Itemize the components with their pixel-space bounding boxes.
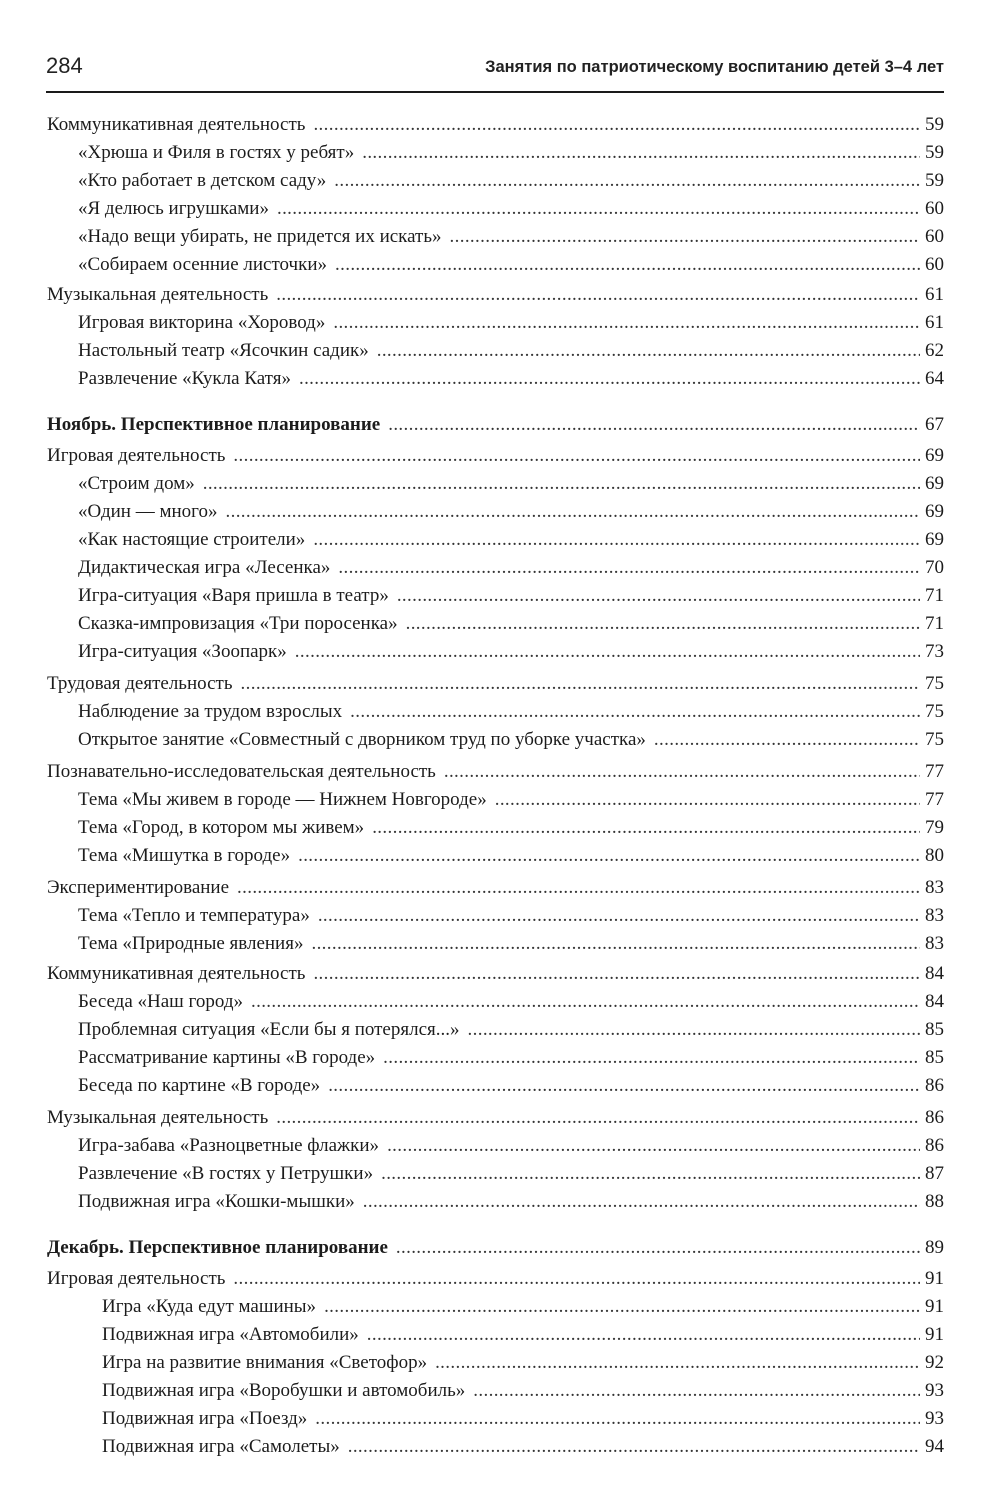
toc-page-number: 88: [925, 1191, 944, 1212]
toc-title: Игровая деятельность: [47, 445, 226, 466]
toc-title: Подвижная игра «Воробушки и автомобиль»: [102, 1380, 466, 1401]
toc-title: Сказка-импровизация «Три поросенка»: [78, 613, 398, 634]
toc-page-number: 91: [925, 1324, 944, 1345]
toc-entry: [102, 1295, 944, 1319]
toc-title: Подвижная игра «Автомобили»: [102, 1324, 359, 1345]
dot-leader: [328, 1074, 920, 1098]
toc-title: Настольный театр «Ясочкин садик»: [78, 340, 369, 361]
toc-page-number: 77: [925, 789, 944, 810]
toc-entry: [78, 844, 944, 868]
toc-page-number: 84: [925, 991, 944, 1012]
toc-title: Трудовая деятельность: [47, 673, 233, 694]
toc-page-number: 86: [925, 1107, 944, 1128]
toc-title: Тема «Город, в котором мы живем»: [78, 817, 365, 838]
toc-page-number: 77: [925, 761, 944, 782]
toc-title: Беседа по картине «В городе»: [78, 1075, 321, 1096]
dot-leader: [495, 788, 920, 812]
toc-page-number: 64: [925, 368, 944, 389]
toc-page-number: 94: [925, 1436, 944, 1457]
dot-leader: [367, 1323, 920, 1347]
toc-page-number: 73: [925, 641, 944, 662]
toc-page-number: 67: [925, 414, 944, 435]
dot-leader: [313, 962, 920, 986]
toc-page-number: 85: [925, 1019, 944, 1040]
dot-leader: [298, 844, 920, 868]
toc-page-number: 86: [925, 1135, 944, 1156]
toc-page-number: 80: [925, 845, 944, 866]
page-number: 284: [46, 53, 83, 78]
dot-leader: [338, 556, 920, 580]
toc-page-number: 59: [925, 114, 944, 135]
toc-entry: [78, 556, 944, 580]
toc-entry: [78, 1074, 944, 1098]
toc-title: Игра-ситуация «Варя пришла в театр»: [78, 585, 389, 606]
toc-title: Декабрь. Перспективное планирование: [47, 1237, 388, 1258]
dot-leader: [233, 444, 920, 468]
dot-leader: [277, 197, 920, 221]
toc-page-number: 59: [925, 142, 944, 163]
toc-page-number: 85: [925, 1047, 944, 1068]
toc-entry: [102, 1407, 944, 1431]
toc-page-number: 61: [925, 284, 944, 305]
toc-title: Беседа «Наш город»: [78, 991, 243, 1012]
toc-title: «Хрюша и Филя в гостях у ребят»: [78, 142, 355, 163]
toc-title: Открытое занятие «Совместный с дворником труд по уборке участка»: [78, 729, 646, 750]
toc-page-number: 79: [925, 817, 944, 838]
dot-leader: [362, 141, 920, 165]
dot-leader: [241, 672, 920, 696]
dot-leader: [318, 904, 920, 928]
toc-title: Подвижная игра «Кошки-мышки»: [78, 1191, 355, 1212]
toc-section: [47, 760, 944, 784]
toc-entry: [78, 500, 944, 524]
toc-section: [47, 283, 944, 307]
toc-title: Игровая деятельность: [47, 1268, 226, 1289]
toc-section: [47, 876, 944, 900]
toc-title: Наблюдение за трудом взрослых: [78, 701, 343, 722]
toc-page-number: 62: [925, 340, 944, 361]
toc-section: [47, 962, 944, 986]
dot-leader: [450, 225, 920, 249]
dot-leader: [315, 1407, 920, 1431]
toc-section: [47, 1267, 944, 1291]
toc-section: [47, 1106, 944, 1130]
toc-title: Тема «Тепло и температура»: [78, 905, 310, 926]
toc-page-number: 59: [925, 170, 944, 191]
dot-leader: [372, 816, 920, 840]
dot-leader: [295, 640, 920, 664]
dot-leader: [377, 339, 920, 363]
toc-page-number: 83: [925, 877, 944, 898]
toc-entry: [78, 728, 944, 752]
toc-title: «Я делюсь игрушками»: [78, 198, 269, 219]
toc-entry: [78, 197, 944, 221]
toc-title: «Надо вещи убирать, не придется их искать»: [78, 226, 442, 247]
toc-page-number: 61: [925, 312, 944, 333]
toc-title: Тема «Природные явления»: [78, 933, 304, 954]
toc-title: Подвижная игра «Самолеты»: [102, 1436, 340, 1457]
toc-entry: [78, 788, 944, 812]
toc-title: Экспериментирование: [47, 877, 230, 898]
dot-leader: [237, 876, 920, 900]
toc-title: Развлечение «Кукла Катя»: [78, 368, 291, 389]
toc-title: Тема «Мишутка в городе»: [78, 845, 291, 866]
toc-page-number: 70: [925, 557, 944, 578]
toc-entry: [78, 169, 944, 193]
dot-leader: [381, 1162, 920, 1186]
toc-entry: [78, 584, 944, 608]
toc-title: «Строим дом»: [78, 473, 195, 494]
toc-title: Тема «Мы живем в городе — Нижнем Новгороде»: [78, 789, 487, 810]
toc-entry: [78, 612, 944, 636]
toc-page-number: 69: [925, 445, 944, 466]
toc-title: Ноябрь. Перспективное планирование: [47, 414, 381, 435]
toc-title: Игра-ситуация «Зоопарк»: [78, 641, 287, 662]
toc-page-number: 84: [925, 963, 944, 984]
toc-entry: [78, 904, 944, 928]
toc-title: Музыкальная деятельность: [47, 1107, 269, 1128]
dot-leader: [335, 253, 920, 277]
dot-leader: [313, 113, 920, 137]
toc-entry: [78, 367, 944, 391]
toc-page-number: 69: [925, 473, 944, 494]
toc-chapter: [47, 1236, 944, 1260]
toc-title: «Собираем осенние листочки»: [78, 254, 328, 275]
toc-title: «Один — много»: [78, 501, 218, 522]
toc-entry: [78, 339, 944, 363]
toc-entry: [78, 141, 944, 165]
toc-title: Игра «Куда едут машины»: [102, 1296, 317, 1317]
dot-leader: [348, 1435, 920, 1459]
toc-page-number: 89: [925, 1237, 944, 1258]
dot-leader: [654, 728, 920, 752]
toc-entry: [78, 932, 944, 956]
toc-title: Развлечение «В гостях у Петрушки»: [78, 1163, 374, 1184]
toc-section: [47, 113, 944, 137]
dot-leader: [444, 760, 920, 784]
toc-chapter: [47, 413, 944, 437]
toc-page-number: 60: [925, 198, 944, 219]
toc-title: Рассматривание картины «В городе»: [78, 1047, 376, 1068]
dot-leader: [299, 367, 920, 391]
toc-title: Коммуникативная деятельность: [47, 114, 306, 135]
toc-title: «Кто работает в детском саду»: [78, 170, 327, 191]
toc-section: [47, 444, 944, 468]
toc-title: «Как настоящие строители»: [78, 529, 306, 550]
toc-page-number: 71: [925, 613, 944, 634]
toc-title: Проблемная ситуация «Если бы я потерялся...»: [78, 1019, 460, 1040]
toc-page-number: 83: [925, 905, 944, 926]
dot-leader: [324, 1295, 920, 1319]
toc-entry: [78, 225, 944, 249]
toc-title: Игровая викторина «Хоровод»: [78, 312, 326, 333]
toc-page-number: 69: [925, 501, 944, 522]
dot-leader: [251, 990, 920, 1014]
toc-entry: [78, 640, 944, 664]
dot-leader: [334, 169, 920, 193]
toc-page-number: 91: [925, 1268, 944, 1289]
toc-page-number: 91: [925, 1296, 944, 1317]
dot-leader: [226, 500, 921, 524]
toc-title: Дидактическая игра «Лесенка»: [78, 557, 331, 578]
toc-entry: [78, 1190, 944, 1214]
dot-leader: [363, 1190, 920, 1214]
dot-leader: [435, 1351, 920, 1375]
dot-leader: [350, 700, 920, 724]
dot-leader: [396, 1236, 920, 1260]
dot-leader: [233, 1267, 920, 1291]
toc-entry: [78, 311, 944, 335]
toc-entry: [78, 1018, 944, 1042]
toc-entry: [78, 528, 944, 552]
dot-leader: [203, 472, 920, 496]
toc-section: [47, 672, 944, 696]
toc-page-number: 60: [925, 254, 944, 275]
toc-page-number: 83: [925, 933, 944, 954]
toc-page-number: 87: [925, 1163, 944, 1184]
dot-leader: [276, 283, 920, 307]
toc-entry: [102, 1435, 944, 1459]
running-title: Занятия по патриотическому воспитанию детей 3–4 лет: [485, 58, 944, 76]
toc-title: Подвижная игра «Поезд»: [102, 1408, 308, 1429]
dot-leader: [276, 1106, 920, 1130]
dot-leader: [313, 528, 920, 552]
toc-entry: [78, 700, 944, 724]
toc-title: Музыкальная деятельность: [47, 284, 269, 305]
dot-leader: [397, 584, 920, 608]
toc-page-number: 75: [925, 701, 944, 722]
toc-entry: [78, 816, 944, 840]
toc-page-number: 69: [925, 529, 944, 550]
page-header: [46, 53, 944, 93]
toc-entry: [102, 1379, 944, 1403]
toc-page-number: 75: [925, 729, 944, 750]
toc-entry: [78, 990, 944, 1014]
toc-entry: [78, 1046, 944, 1070]
toc-entry: [102, 1351, 944, 1375]
toc-entry: [102, 1323, 944, 1347]
dot-leader: [468, 1018, 920, 1042]
toc-entry: [78, 1162, 944, 1186]
toc-page-number: 60: [925, 226, 944, 247]
toc-title: Коммуникативная деятельность: [47, 963, 306, 984]
dot-leader: [473, 1379, 920, 1403]
toc-entry: [78, 1134, 944, 1158]
toc-entry: [78, 472, 944, 496]
toc-page-number: 93: [925, 1408, 944, 1429]
toc-page-number: 92: [925, 1352, 944, 1373]
toc-entry: [78, 253, 944, 277]
toc-page-number: 71: [925, 585, 944, 606]
toc-title: Игра на развитие внимания «Светофор»: [102, 1352, 428, 1373]
dot-leader: [311, 932, 920, 956]
dot-leader: [387, 1134, 920, 1158]
dot-leader: [406, 612, 920, 636]
toc-page-number: 75: [925, 673, 944, 694]
dot-leader: [388, 413, 920, 437]
toc-title: Игра-забава «Разноцветные флажки»: [78, 1135, 380, 1156]
toc-page-number: 86: [925, 1075, 944, 1096]
dot-leader: [333, 311, 920, 335]
toc-title: Познавательно-исследовательская деятельность: [47, 761, 436, 782]
toc-page-number: 93: [925, 1380, 944, 1401]
dot-leader: [383, 1046, 920, 1070]
